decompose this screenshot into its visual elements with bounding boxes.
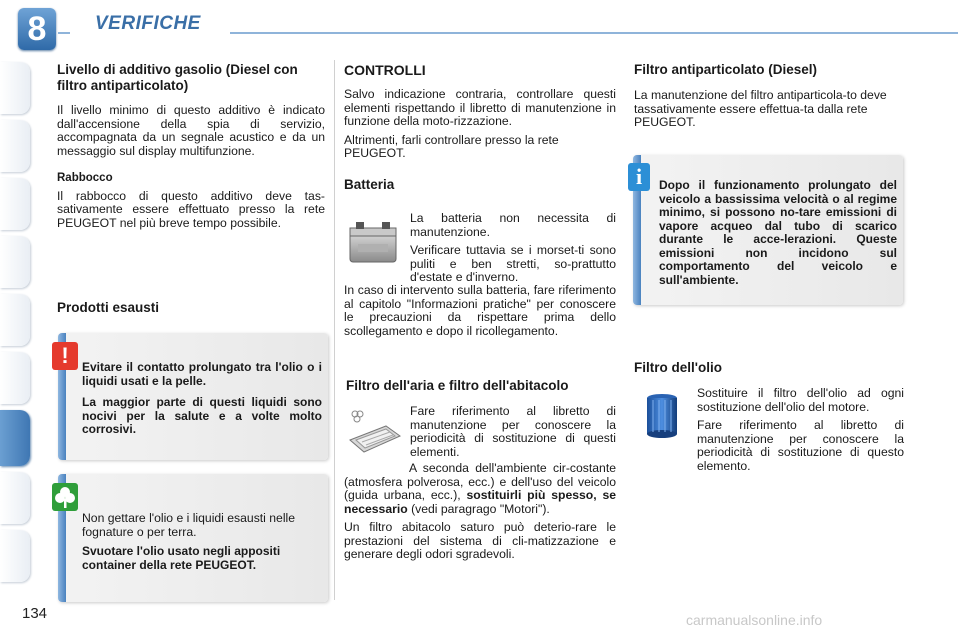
warning-text-1: Evitare il contatto prolungato tra l'olio o i liquidi usati e la pelle. [82,360,322,388]
eco-text-2: Svuotare l'olio usato negli appositi container della rete PEUGEOT. [82,544,281,572]
waste-title: Prodotti esausti [57,300,160,315]
side-tab-2[interactable] [0,120,30,172]
col1-section [57,62,325,235]
oil-filter-text [697,387,904,478]
battery-p3-wrap [344,284,616,343]
filter-p2a: A seconda dell'ambiente cir-costante (atmosfera polverosa, ecc.) e dell'uso del veicolo (guida urbana, ecc.), [344,461,616,502]
warning-text-2: La maggior parte di questi liquidi sono nocivi per la salute e a volte molto corrosivi. [82,395,322,436]
filter-p2c: (vedi paragrago "Motori"). [411,501,550,516]
rabbocco-title: Rabbocco [57,172,113,184]
filter-side-text [410,405,616,464]
column-divider [334,60,335,600]
side-tab-9[interactable] [0,472,30,524]
watermark: carmanualsonline.info [686,612,823,628]
battery-side-text [410,212,616,290]
side-tab-1[interactable] [0,62,30,114]
eco-text-1: Non gettare l'olio e i liquidi esausti nelle fognature o per terra. [82,511,296,539]
info-box [633,155,903,305]
cabin-filter-icon [346,406,402,456]
additive-title: Livello di additivo gasolio (Diesel con filtro antiparticolato) [57,62,298,93]
controls-p1: Salvo indicazione contraria, controllare questi elementi rispettando il libretto di manutenzione in funzione della moto-rizzazione. [344,87,616,128]
oil-p1: Sostituire il filtro dell'olio ad ogni sostituzione dell'olio del motore. [697,386,904,414]
side-tab-6[interactable] [0,352,30,404]
battery-p2: Verificare tuttavia se i morset-ti sono puliti e ben stretti, so-prattutto d'estate e d'inverno. [410,243,616,284]
battery-p1: La batteria non necessita di manutenzione. [410,211,616,239]
controls-title: CONTROLLI [344,62,426,78]
oil-filter-title: Filtro dell'olio [634,360,722,375]
side-tab-3[interactable] [0,178,30,230]
dpf-title: Filtro antiparticolato (Diesel) [634,62,818,77]
oil-filter-icon [644,392,680,440]
page-title: VERIFICHE [95,13,201,34]
info-icon: i [628,163,650,191]
side-tab-5[interactable] [0,294,30,346]
col3-section [634,62,904,135]
rabbocco-p: Il rabbocco di questo additivo deve tas-sativamente essere effettuato presso la rete PEUGEOT nel più breve tempo possibile. [57,188,325,230]
info-text: Dopo il funzionamento prolungato del veicolo a bassissima velocità o al regime minimo, si possono no-tare emissioni di vapore acqueo dal tubo di scarico durante le acce-lerazioni. Queste emissioni non incidono sul comportamento del veicolo e sull'ambiente. [659,178,897,287]
warning-icon: ! [52,342,78,370]
page-number: 134 [22,605,48,622]
battery-p3: In caso di intervento sulla batteria, fare riferimento al capitolo "Informazioni pratiche" per conoscere le precauzioni da rispettare prima dello scollegamento e dopo il ricollegamento. [344,283,616,338]
col2-section [344,62,616,202]
filter-p2b: sostituirli più spesso, se necessario [344,488,617,516]
filter-title: Filtro dell'aria e filtro dell'abitacolo [346,378,569,393]
controls-p2: Altrimenti, farli controllare presso la rete PEUGEOT. [344,132,559,160]
warning-box [58,333,328,460]
eco-icon [52,483,78,511]
chapter-badge: 8 [18,8,56,50]
oil-p2: Fare riferimento al libretto di manutenzione per conoscere la periodicità di sostituzione di questo elemento. [697,418,904,473]
battery-icon [346,218,400,266]
eco-box [58,474,328,602]
filter-p3: Un filtro abitacolo saturo può deterio-rare le prestazioni del sistema di cli-matizzazione e generare degli odori sgradevoli. [344,520,616,561]
additive-p1: Il livello minimo di questo additivo è indicato dall'accensione della spia di servizio, accompagnata da un segnale acustico e da un messaggio sul display multifunzione. [57,103,325,158]
filter-p1: Fare riferimento al libretto di manutenzione per conoscere la periodicità di sostituzione di questi elementi. [410,404,616,459]
filter-more-text [344,462,616,567]
side-tab-4[interactable] [0,236,30,288]
battery-title: Batteria [344,176,395,192]
dpf-p1: La manutenzione del filtro antiparticola-to deve tassativamente essere effettua-ta dalla rete PEUGEOT. [634,88,887,129]
side-tab-10[interactable] [0,530,30,582]
side-tab-8-active[interactable] [0,410,30,466]
